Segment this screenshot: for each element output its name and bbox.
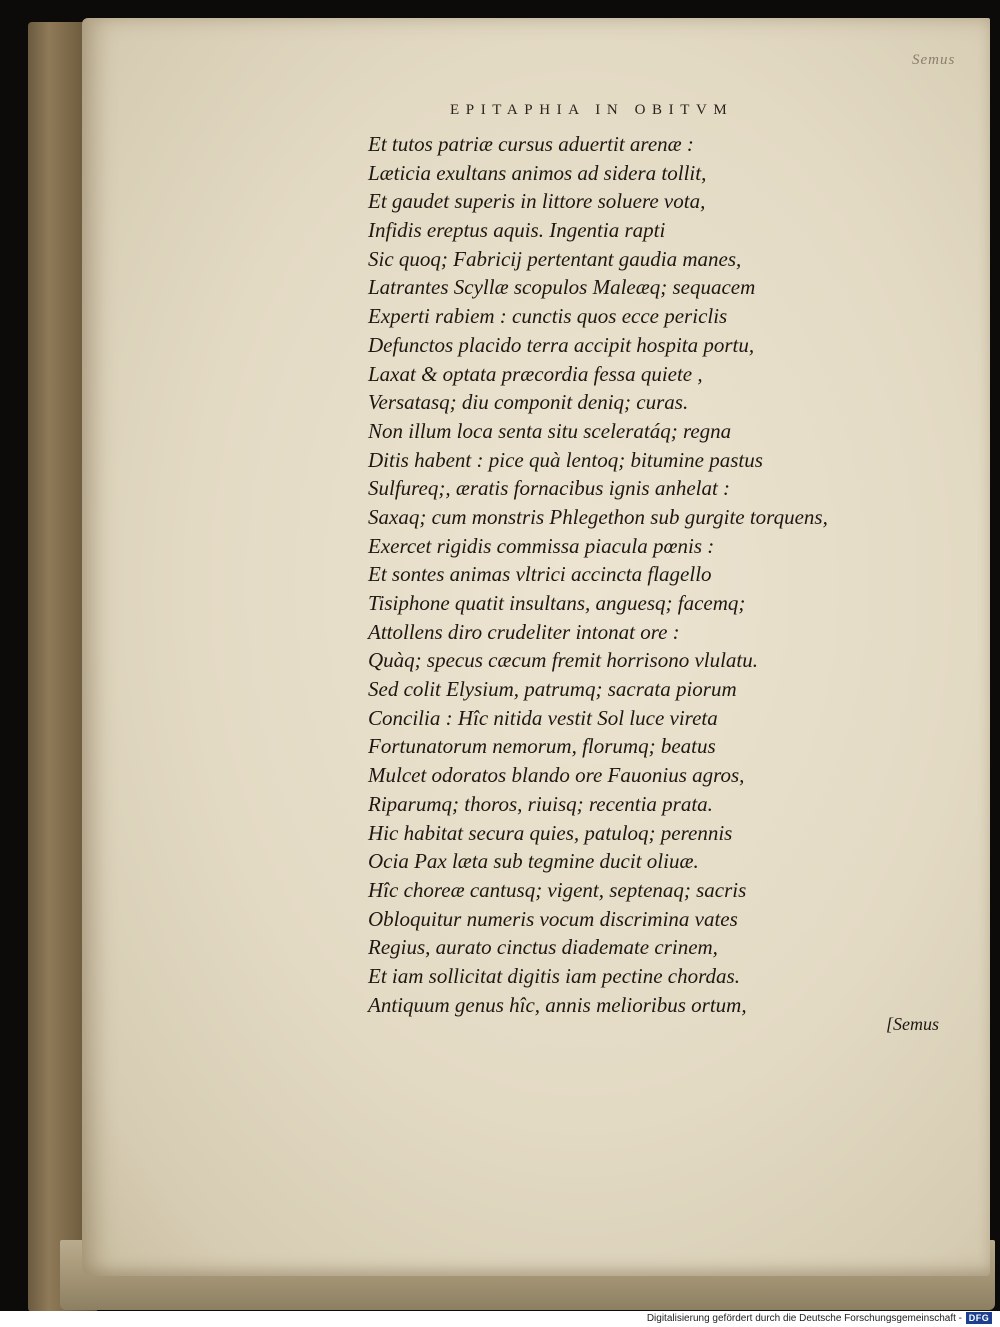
verse-line: Riparumq; thoros, riuisq; recentia prata. (368, 791, 713, 816)
verse-line: Quàq; specus cæcum fremit horrisono vlulatu. (368, 648, 759, 673)
verse-line: Laxat & optata præcordia fessa quiete , (368, 361, 703, 386)
verse-line: Sulfureq;, æratis fornacibus ignis anhelat : (368, 476, 731, 501)
verse-line: Experti rabiem : cunctis quos ecce periclis (368, 304, 728, 329)
dfg-logo-icon: DFG (966, 1312, 992, 1324)
verse-line: Defunctos placido terra accipit hospita portu, (368, 332, 755, 357)
catchword: [Semus (886, 1014, 939, 1034)
verse-line: Tisiphone quatit insultans, anguesq; facemq; (368, 591, 746, 615)
running-head: EPITAPHIA IN OBITVM (450, 102, 734, 118)
verse-line: Hîc choreæ cantusq; vigent, septenaq; sacris (368, 877, 747, 902)
funding-credit: Digitalisierung gefördert durch die Deutsche Forschungsgemeinschaft - (646, 1313, 962, 1324)
verse-line: Regius, aurato cinctus diademate crinem, (368, 935, 718, 960)
verse-text-block (368, 130, 928, 1019)
verse-line: Sed colit Elysium, patrumq; sacrata piorum (368, 677, 737, 702)
verse-line: Antiquum genus hîc, annis melioribus ortum, (368, 992, 747, 1017)
verse-line: Versatasq; diu componit deniq; curas. (368, 390, 689, 415)
verse-line: Concilia : Hîc nitida vestit Sol luce vireta (368, 705, 718, 730)
verse-line: Obloquitur numeris vocum discrimina vates (368, 906, 738, 931)
verse-line: Ocia Pax læta sub tegmine ducit oliuæ. (368, 849, 699, 874)
verse-line: Et gaudet superis in littore soluere vota, (368, 189, 706, 214)
verse-line: Sic quoq; Fabricij pertentant gaudia manes, (368, 246, 742, 271)
verse-line: Hic habitat secura quies, patuloq; perennis (368, 820, 733, 845)
verse-line: Latrantes Scyllæ scopulos Maleæq; sequacem (368, 275, 756, 300)
verse-line: Exercet rigidis commissa piacula pœnis : (368, 533, 715, 558)
verse-line: Infidis ereptus aquis. Ingentia rapti (368, 218, 666, 243)
verse-line: Et iam sollicitat digitis iam pectine chordas. (368, 963, 740, 988)
verse-line: Læticia exultans animos ad sidera tollit, (368, 160, 707, 185)
verse-line: Mulcet odoratos blando ore Fauonius agros, (368, 763, 745, 788)
verse-line: Et tutos patriæ cursus aduertit arenæ : (368, 132, 694, 156)
verse-line: Saxaq; cum monstris Phlegethon sub gurgite torquens, (368, 504, 828, 529)
verse-line: Ditis habent : pice quà lentoq; bitumine pastus (368, 447, 763, 472)
verse-line: Non illum loca senta situ sceleratáq; regna (368, 418, 732, 443)
verse-line: Attollens diro crudeliter intonat ore : (368, 619, 680, 644)
corner-mark: Semus (912, 52, 956, 68)
verse-line: Fortunatorum nemorum, florumq; beatus (368, 734, 716, 759)
verse-line: Et sontes animas vltrici accincta flagello (368, 562, 712, 587)
